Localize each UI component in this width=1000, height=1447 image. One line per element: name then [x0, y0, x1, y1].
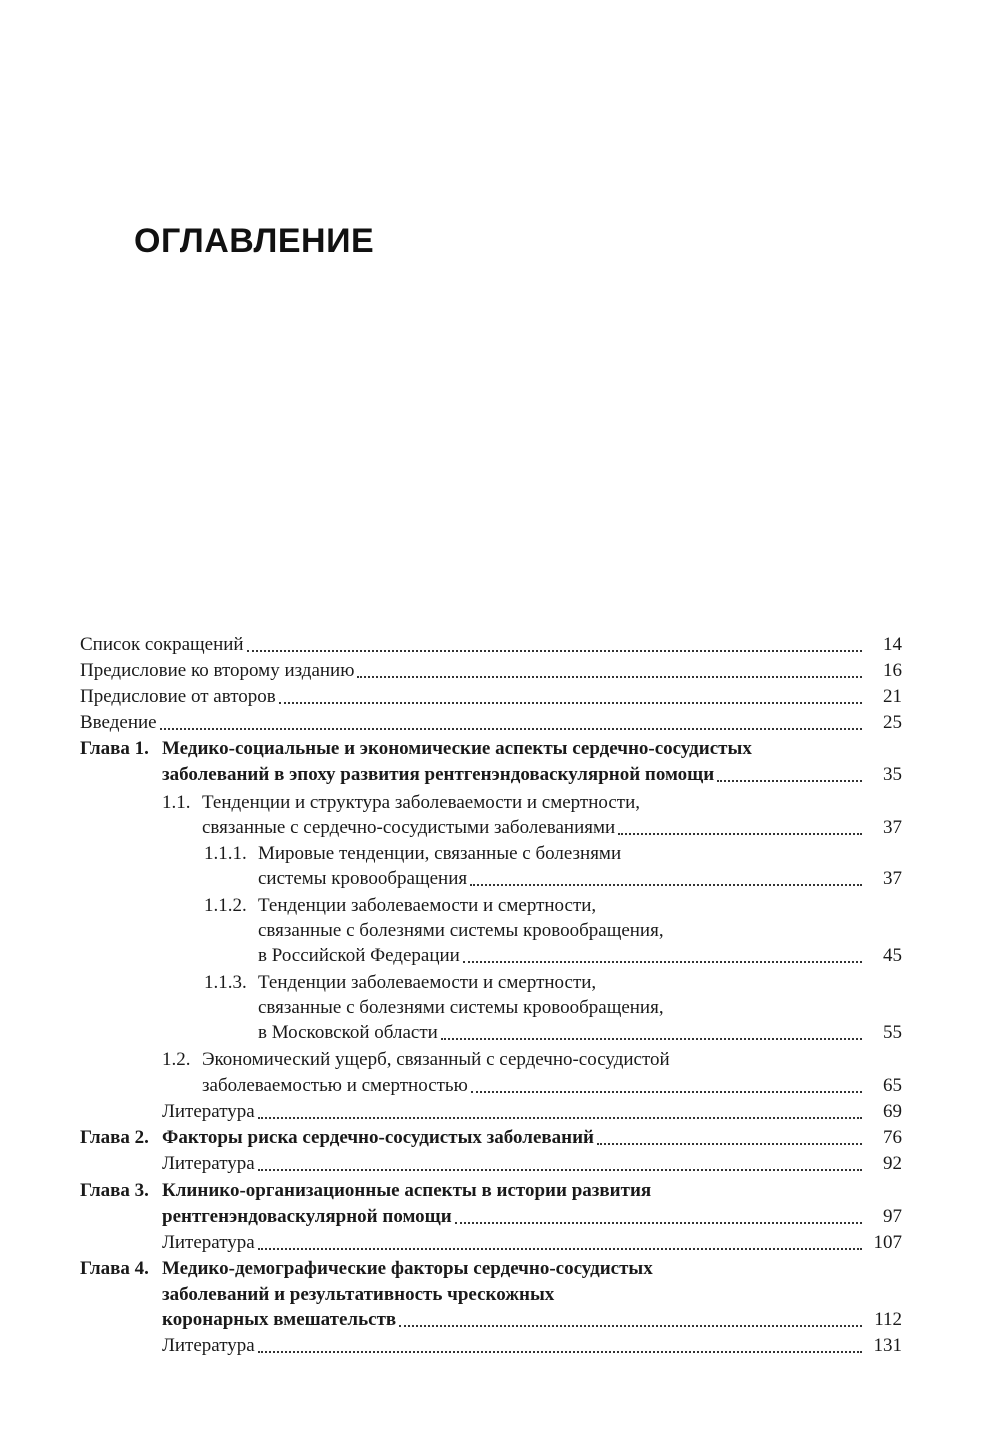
toc-entry-text: Предисловие ко второму изданию — [80, 660, 355, 681]
toc-entry-text: в Российской Федерации — [258, 945, 460, 966]
toc-entry-text: в Московской области — [258, 1022, 438, 1043]
toc-entry-introduction[interactable] — [80, 710, 902, 736]
section-number: 1.1.2. — [204, 895, 247, 916]
toc-entry-abbreviations[interactable] — [80, 632, 902, 658]
toc-entry-text: коронарных вмешательств — [162, 1309, 397, 1330]
dot-leader — [463, 961, 862, 963]
toc-entry-text: Предисловие от авторов — [80, 686, 276, 707]
page-number: 92 — [883, 1153, 902, 1174]
dot-leader — [717, 780, 862, 782]
dot-leader — [247, 650, 862, 652]
chapter-1-label: Глава 1. — [80, 738, 149, 759]
dot-leader — [357, 676, 862, 678]
dot-leader — [258, 1351, 862, 1353]
page-number: 16 — [883, 660, 902, 681]
page-number: 25 — [883, 712, 902, 733]
page-number: 97 — [883, 1206, 902, 1227]
section-number: 1.2. — [162, 1049, 191, 1070]
toc-entry-chapter-3[interactable] — [162, 1204, 902, 1230]
toc-entry-text: Литература — [162, 1153, 255, 1174]
page-number: 45 — [883, 945, 902, 966]
toc-entry-text: Литература — [162, 1232, 255, 1253]
toc-entry-text: Введение — [80, 712, 157, 733]
page-number: 69 — [883, 1101, 902, 1122]
toc-entry-section-1-1-2[interactable] — [258, 943, 902, 969]
section-number: 1.1.1. — [204, 843, 247, 864]
toc-entry-chapter-4-literature[interactable] — [162, 1333, 902, 1359]
chapter-4-label: Глава 4. — [80, 1258, 149, 1279]
toc-entry-chapter-3-literature[interactable] — [162, 1230, 902, 1256]
chapter-1-title-line1[interactable]: Медико-социальные и экономические аспекты сердечно-сосудистых — [162, 738, 752, 759]
section-1-1-1-title-line1[interactable]: Мировые тенденции, связанные с болезнями — [258, 843, 622, 864]
toc-entry-section-1-1-3[interactable] — [258, 1020, 902, 1046]
page-number: 21 — [883, 686, 902, 707]
chapter-4-title-line1[interactable]: Медико-демографические факторы сердечно-сосудистых — [162, 1258, 653, 1279]
dot-leader — [258, 1117, 862, 1119]
dot-leader — [618, 833, 862, 835]
toc-entry-text: рентгенэндоваскулярной помощи — [162, 1206, 452, 1227]
dot-leader — [160, 728, 862, 730]
chapter-2-label: Глава 2. — [80, 1127, 149, 1148]
dot-leader — [279, 702, 862, 704]
toc-entry-text: заболеваемостью и смертностью — [202, 1075, 468, 1096]
toc-entry-text: Литература — [162, 1335, 255, 1356]
page-number: 65 — [883, 1075, 902, 1096]
toc-entry-text: Литература — [162, 1101, 255, 1122]
toc-entry-text: Список сокращений — [80, 634, 244, 655]
page-number: 131 — [873, 1335, 902, 1356]
toc-entry-chapter-2[interactable] — [162, 1125, 902, 1151]
page-title: ОГЛАВЛЕНИЕ — [134, 222, 375, 260]
chapter-3-label: Глава 3. — [80, 1180, 149, 1201]
dot-leader — [471, 1091, 862, 1093]
toc-entry-text: заболеваний в эпоху развития рентгенэндоваскулярной помощи — [162, 764, 715, 785]
toc-entry-preface-second-edition[interactable] — [80, 658, 902, 684]
page-number: 55 — [883, 1022, 902, 1043]
toc-entry-text: связанные с сердечно-сосудистыми заболеваниями — [202, 817, 616, 838]
dot-leader — [470, 884, 862, 886]
toc-entry-text: системы кровообращения — [258, 868, 468, 889]
page-number: 112 — [874, 1309, 902, 1330]
page-number: 37 — [883, 868, 902, 889]
section-1-1-title-line1[interactable]: Тенденции и структура заболеваемости и смертности, — [202, 792, 641, 813]
toc-entry-chapter-1[interactable] — [162, 762, 902, 788]
section-number: 1.1. — [162, 792, 191, 813]
page-number: 14 — [883, 634, 902, 655]
dot-leader — [441, 1038, 862, 1040]
chapter-4-title-line2[interactable]: заболеваний и результативность чрескожных — [162, 1284, 555, 1305]
page-number: 107 — [873, 1232, 902, 1253]
toc-entry-section-1-1[interactable] — [202, 815, 902, 841]
section-1-1-2-title-line2[interactable]: связанные с болезнями системы кровообращения, — [258, 920, 664, 941]
dot-leader — [258, 1169, 862, 1171]
page-number: 76 — [883, 1127, 902, 1148]
toc-entry-chapter-1-literature[interactable] — [162, 1099, 902, 1125]
section-1-1-3-title-line1[interactable]: Тенденции заболеваемости и смертности, — [258, 972, 597, 993]
page-number: 35 — [883, 764, 902, 785]
section-1-2-title-line1[interactable]: Экономический ущерб, связанный с сердечно-сосудистой — [202, 1049, 670, 1070]
section-number: 1.1.3. — [204, 972, 247, 993]
toc-entry-section-1-2[interactable] — [202, 1073, 902, 1099]
section-1-1-3-title-line2[interactable]: связанные с болезнями системы кровообращения, — [258, 997, 664, 1018]
section-1-1-2-title-line1[interactable]: Тенденции заболеваемости и смертности, — [258, 895, 597, 916]
toc-entry-text: Факторы риска сердечно-сосудистых заболеваний — [162, 1127, 594, 1148]
toc-entry-section-1-1-1[interactable] — [258, 866, 902, 892]
toc-entry-chapter-2-literature[interactable] — [162, 1151, 902, 1177]
dot-leader — [399, 1325, 862, 1327]
dot-leader — [258, 1248, 862, 1250]
page-number: 37 — [883, 817, 902, 838]
chapter-3-title-line1[interactable]: Клинико-организационные аспекты в истории развития — [162, 1180, 652, 1201]
dot-leader — [597, 1143, 862, 1145]
dot-leader — [455, 1222, 862, 1224]
toc-entry-preface-authors[interactable] — [80, 684, 902, 710]
toc-entry-chapter-4[interactable] — [162, 1307, 902, 1333]
